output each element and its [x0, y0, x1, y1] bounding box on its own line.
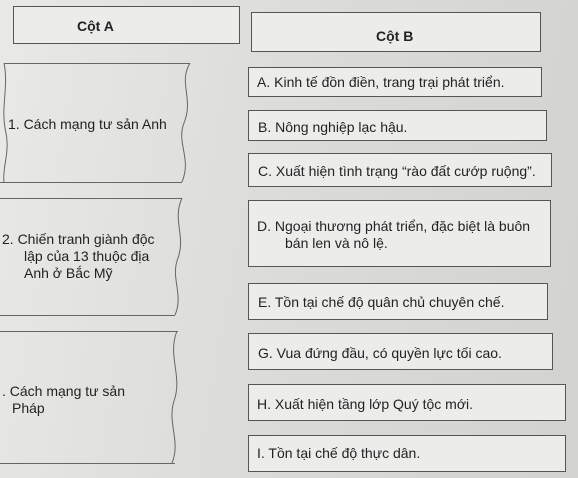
- column-a-item-2-line-1: 2. Chiến tranh giành độc: [2, 231, 155, 247]
- column-b-item-g: G. Vua đứng đầu, có quyền lực tối cao.: [248, 333, 553, 370]
- column-a-item-1-bottom-line: [0, 182, 182, 183]
- column-b-header: Cột B: [376, 28, 414, 44]
- column-a-item-1-top-line: [4, 63, 190, 64]
- column-a-item-2-bottom-line: [0, 315, 175, 316]
- column-a-header-box: [13, 6, 240, 44]
- column-a-item-3-wavy-edge: [165, 331, 185, 464]
- column-b-item-i: I. Tồn tại chế độ thực dân.: [248, 435, 566, 472]
- column-b-item-b: B. Nông nghiệp lạc hậu.: [248, 110, 547, 141]
- column-a-item-1: 1. Cách mạng tư sản Anh: [8, 116, 167, 132]
- column-a-item-2-line-2: lập của 13 thuộc địa: [24, 248, 150, 264]
- column-b-item-e: E. Tồn tại chế độ quân chủ chuyên chế.: [248, 283, 548, 320]
- column-a-item-3-line-2: Pháp: [12, 400, 45, 416]
- column-a-item-3: [2, 383, 164, 417]
- column-a-item-3-bottom-line: [0, 463, 175, 464]
- column-a-item-2-line-3: Anh ở Bắc Mỹ: [24, 265, 113, 281]
- column-b-item-d: D. Ngoại thương phát triển, đặc biệt là buôn bán len và nô lệ.: [248, 200, 551, 267]
- column-a-item-2-top-line: [0, 198, 182, 199]
- column-b-header-box: [251, 12, 541, 52]
- column-b-item-c: C. Xuất hiện tình trạng “rào đất cướp ruộng”.: [248, 153, 552, 187]
- column-a-header: Cột A: [77, 18, 114, 34]
- column-a-item-3-line-1: . Cách mạng tư sản: [2, 383, 125, 399]
- column-a-item-2-wavy-edge: [168, 198, 188, 316]
- column-a-item-3-top-line: [0, 331, 178, 332]
- column-b-item-a: A. Kinh tế đồn điền, trang trại phát triển.: [248, 67, 542, 97]
- column-b-item-h: H. Xuất hiện tầng lớp Quý tộc mới.: [248, 384, 566, 421]
- column-a-item-2: [2, 231, 168, 282]
